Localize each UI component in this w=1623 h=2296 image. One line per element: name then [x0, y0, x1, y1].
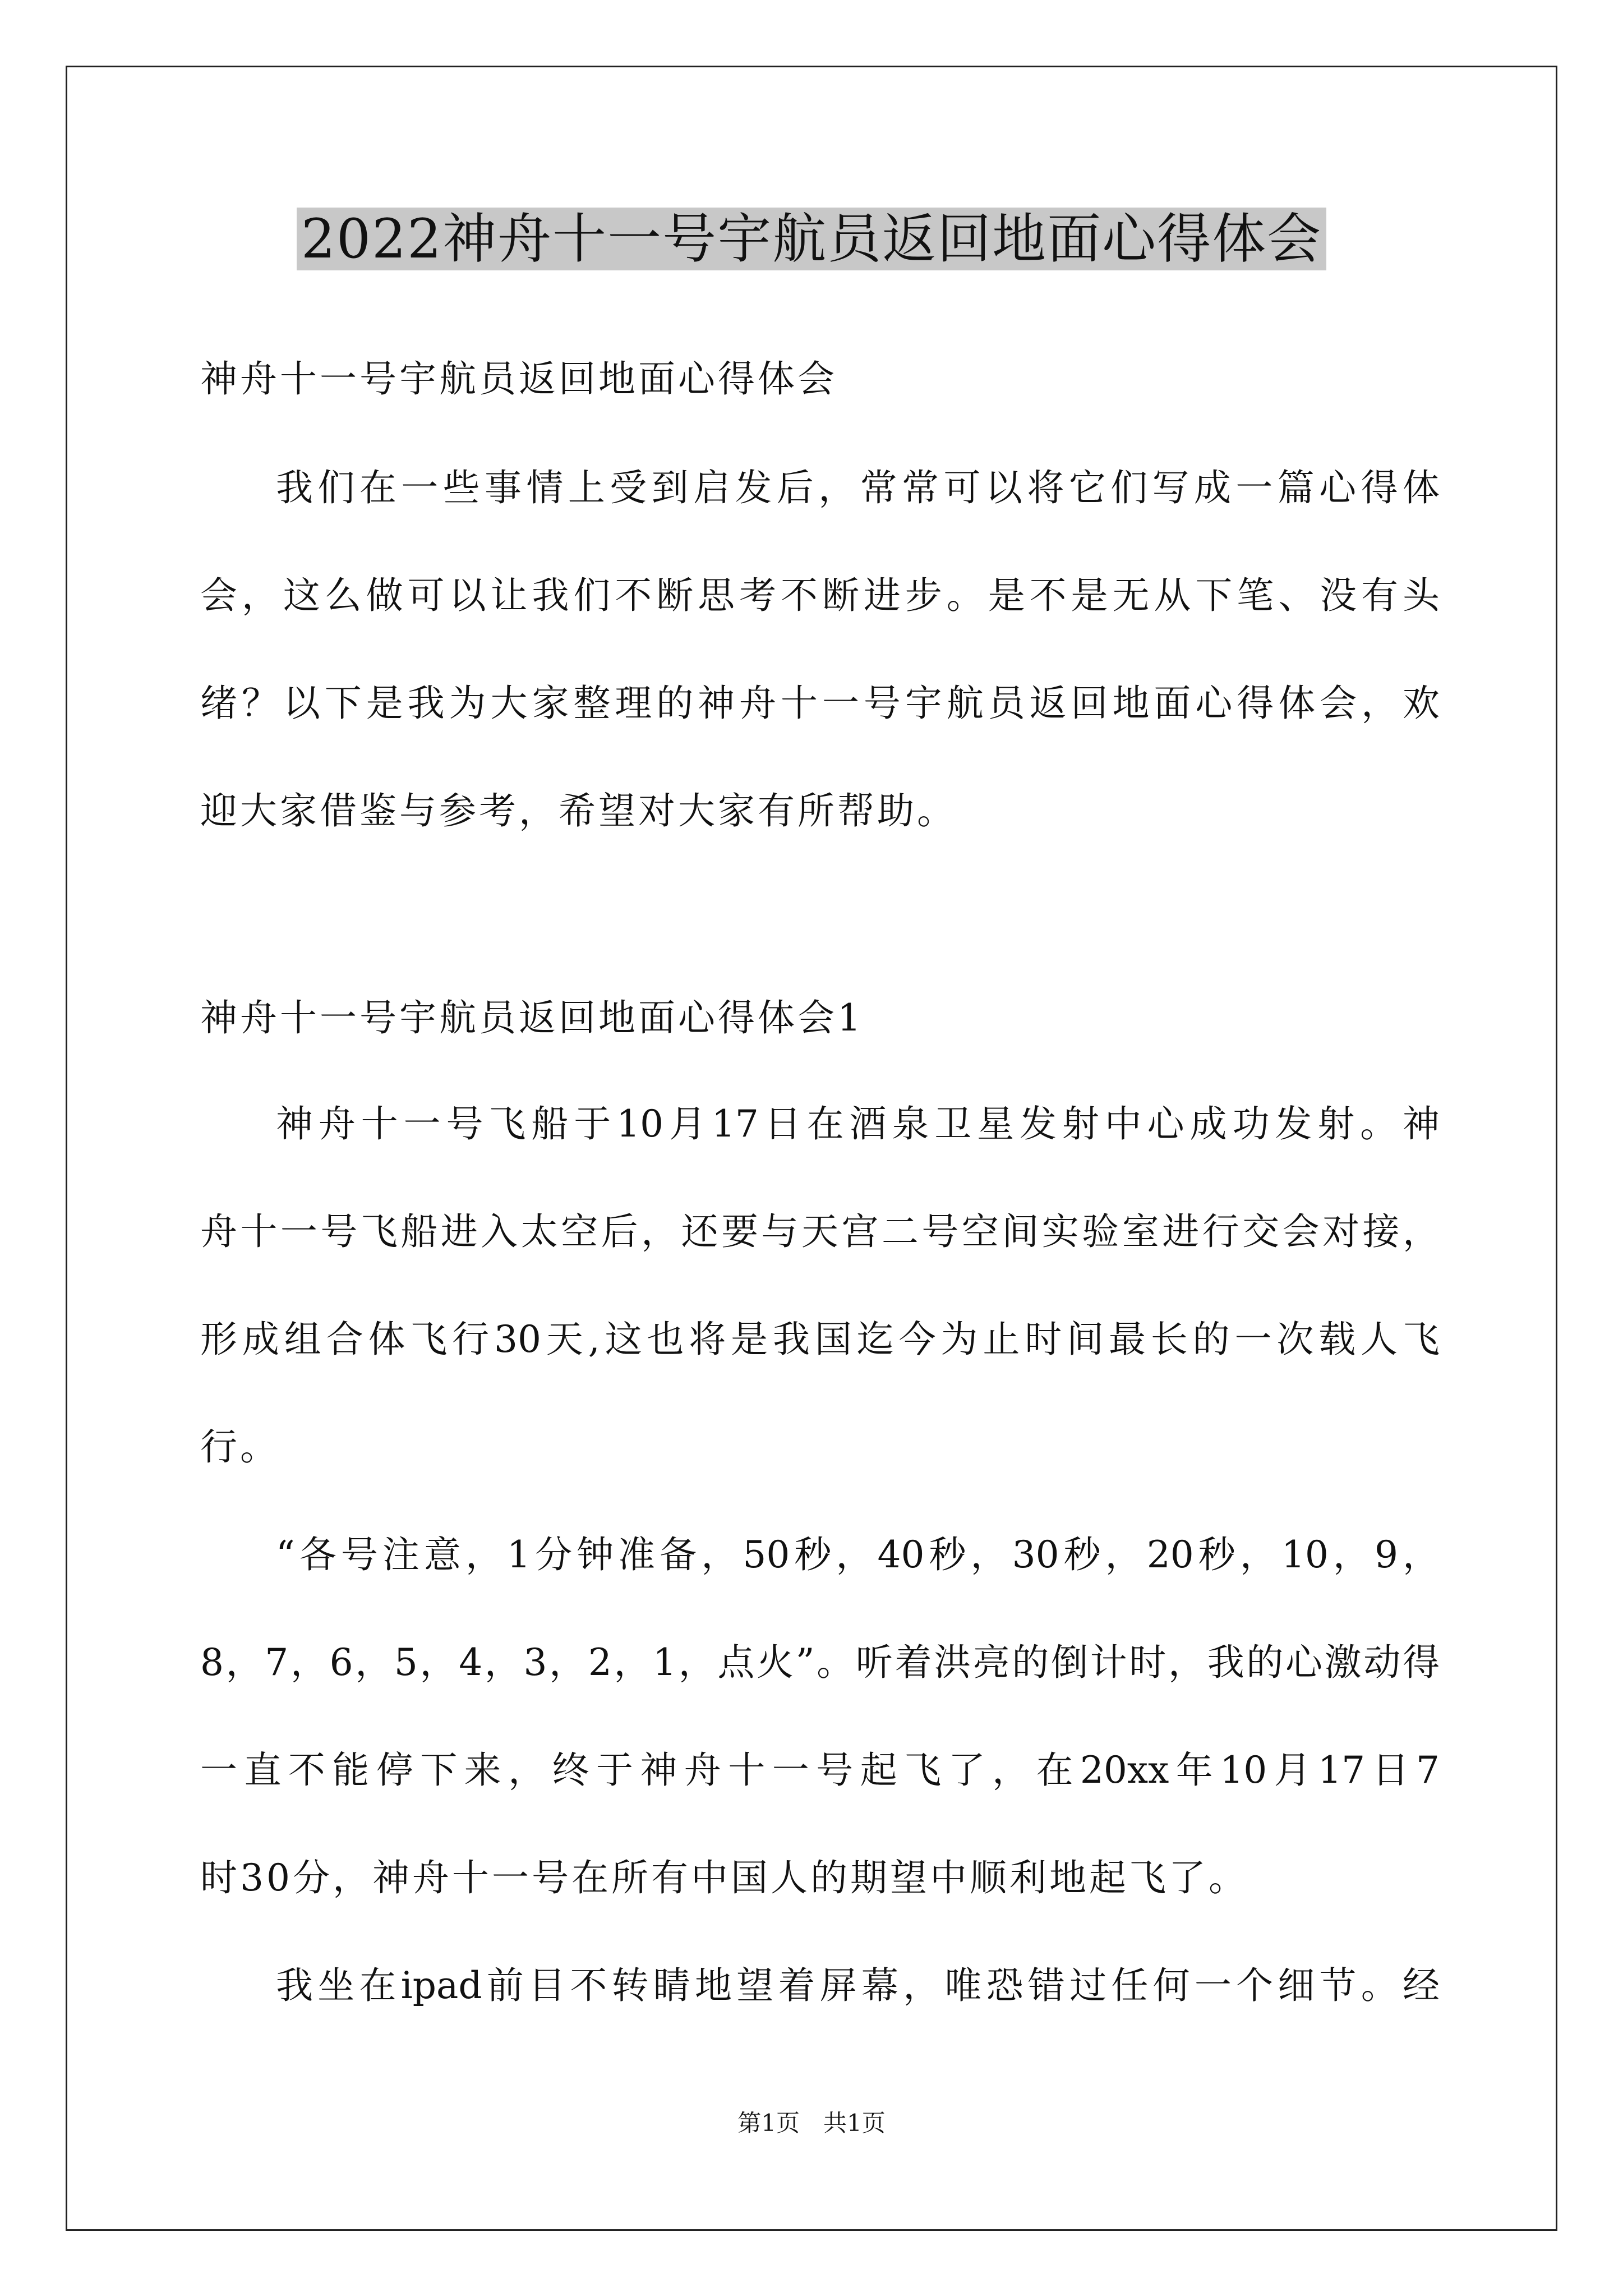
intro-line: 迎大家借鉴与参考，希望对大家有所帮助。	[200, 789, 957, 832]
paragraph-line: 一直不能停下来，终于神舟十一号起飞了，在20xx年10月17日7	[200, 1749, 1440, 1792]
document-title-text: 2022神舟十一号宇航员返回地面心得体会	[297, 208, 1326, 270]
document-title	[0, 200, 1623, 278]
intro-line: 绪？以下是我为大家整理的神舟十一号宇航员返回地面心得体会，欢	[200, 682, 1440, 725]
page-number: 第1页 共1页	[737, 2109, 886, 2137]
paragraph-line: 8，7，6，5，4，3，2，1，点火”。听着洪亮的倒计时，我的心激动得	[200, 1641, 1440, 1684]
document-subtitle: 神舟十一号宇航员返回地面心得体会	[200, 357, 837, 401]
intro-line: 会，这么做可以让我们不断思考不断进步。是不是无从下笔、没有头	[200, 574, 1440, 617]
section-heading: 神舟十一号宇航员返回地面心得体会1	[200, 996, 864, 1039]
paragraph-line: 时30分，神舟十一号在所有中国人的期望中顺利地起飞了。	[200, 1856, 1248, 1899]
intro-line: 我们在一些事情上受到启发后，常常可以将它们写成一篇心得体	[276, 466, 1440, 509]
paragraph-line: 行。	[200, 1425, 280, 1469]
paragraph-line: 舟十一号飞船进入太空后，还要与天宫二号空间实验室进行交会对接，	[200, 1210, 1440, 1253]
paragraph-line: “各号注意，1分钟准备，50秒，40秒，30秒，20秒，10，9，	[276, 1533, 1440, 1576]
paragraph-line: 神舟十一号飞船于10月17日在酒泉卫星发射中心成功发射。神	[276, 1102, 1440, 1145]
paragraph-line: 我坐在ipad前目不转睛地望着屏幕，唯恐错过任何一个细节。经	[276, 1964, 1440, 2007]
paragraph-line: 形成组合体飞行30天,这也将是我国迄今为止时间最长的一次载人飞	[200, 1318, 1440, 1361]
